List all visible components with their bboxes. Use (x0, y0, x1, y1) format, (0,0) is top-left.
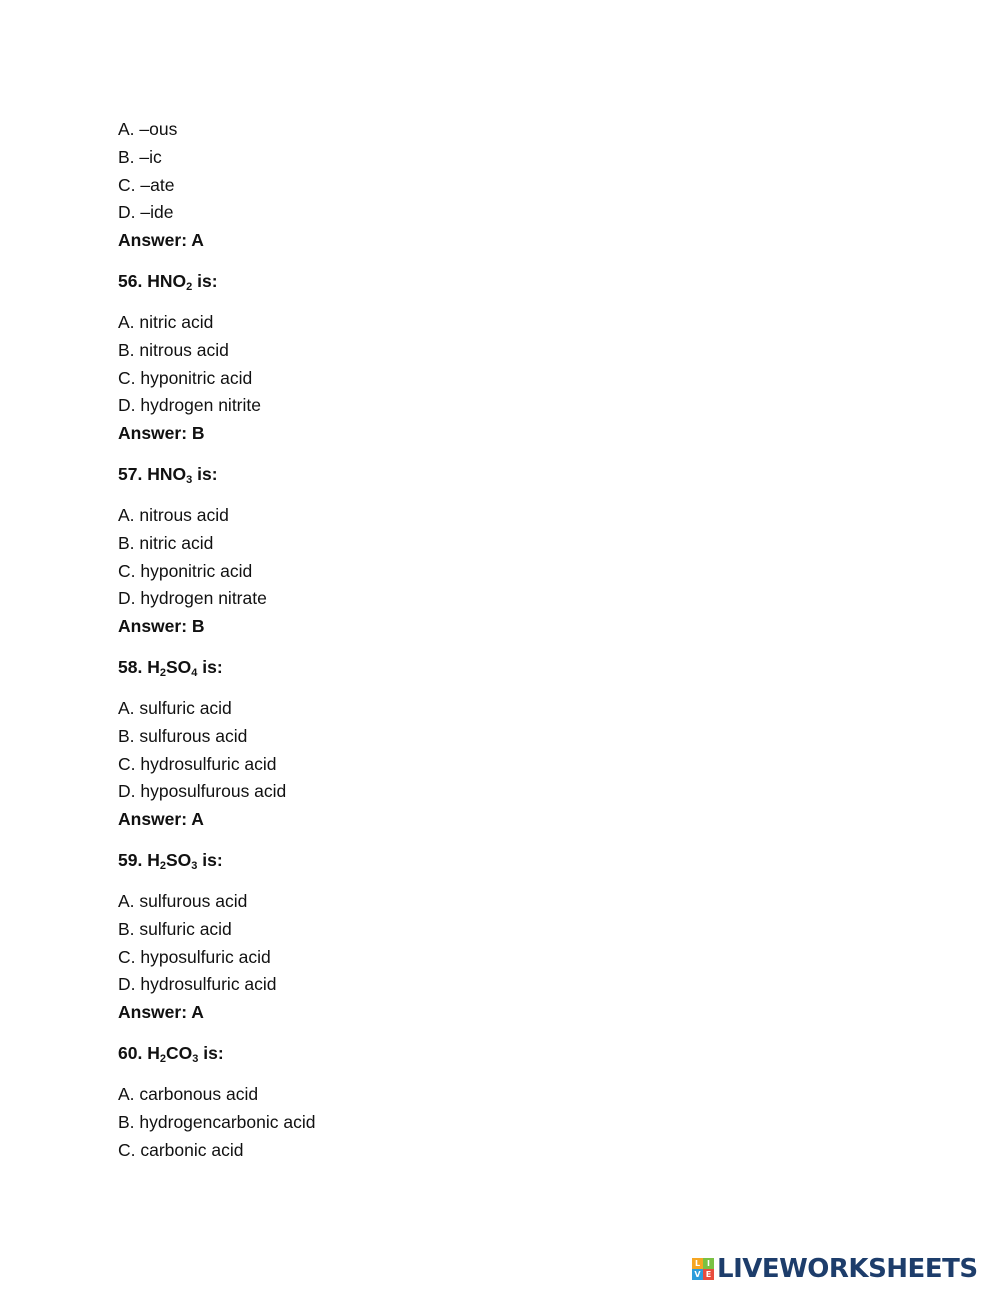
answer-line: Answer: B (118, 616, 205, 637)
question-suffix: is: (202, 656, 223, 677)
formula-element: H (147, 656, 160, 677)
question-block (118, 847, 898, 1027)
liveworksheets-logo (692, 1254, 978, 1284)
logo-text: LIVEWORKSHEETS (717, 1254, 978, 1284)
worksheet-page (118, 116, 898, 1164)
option-d: D. hydrogen nitrate (118, 588, 267, 609)
question-heading (118, 1040, 898, 1067)
formula-element: HNO (147, 270, 187, 291)
question-suffix: is: (197, 463, 218, 484)
question-number: 60. (118, 1042, 143, 1063)
chemical-formula (147, 850, 197, 870)
option-d: D. hydrogen nitrite (118, 395, 261, 416)
question-suffix: is: (197, 270, 218, 291)
chemical-formula (147, 464, 192, 484)
option-b: B. nitrous acid (118, 339, 229, 360)
chemical-formula (147, 657, 197, 677)
question-block (118, 461, 898, 641)
option-a: A. carbonous acid (118, 1083, 259, 1104)
question-block (118, 268, 898, 448)
option-c: C. hyponitric acid (118, 560, 253, 581)
formula-subscript: 4 (191, 666, 198, 679)
answer-line: Answer: A (118, 230, 204, 251)
option-b: B. sulfuric acid (118, 918, 232, 939)
question-number: 57. (118, 463, 143, 484)
question-heading (118, 654, 898, 681)
formula-element: H (147, 849, 160, 870)
formula-subscript: 2 (159, 666, 166, 679)
question-heading (118, 268, 898, 295)
formula-element: SO (165, 849, 192, 870)
formula-subscript: 2 (159, 859, 166, 872)
option-c: C. carbonic acid (118, 1139, 244, 1160)
formula-subscript: 2 (186, 280, 193, 293)
formula-subscript: 3 (191, 859, 198, 872)
option-b: B. sulfurous acid (118, 725, 248, 746)
option-d: D. –ide (118, 202, 174, 223)
option-c: C. hydrosulfuric acid (118, 753, 277, 774)
logo-mark-icon (692, 1258, 714, 1280)
answer-line: Answer: A (118, 1002, 204, 1023)
option-c: C. hyposulfuric acid (118, 946, 271, 967)
formula-element: CO (165, 1042, 193, 1063)
option-d: D. hydrosulfuric acid (118, 974, 277, 995)
option-c: C. –ate (118, 174, 175, 195)
formula-element: HNO (147, 463, 187, 484)
chemical-formula (147, 1043, 198, 1063)
formula-element: H (147, 1042, 160, 1063)
option-a: A. –ous (118, 119, 178, 139)
question-suffix: is: (203, 1042, 224, 1063)
logo-mark-tile: I (703, 1258, 714, 1269)
option-a: A. sulfuric acid (118, 697, 232, 718)
logo-mark-tile: E (703, 1269, 714, 1280)
question-number: 56. (118, 270, 143, 291)
option-b: B. hydrogencarbonic acid (118, 1111, 316, 1132)
option-a: A. nitrous acid (118, 504, 229, 525)
formula-subscript: 3 (186, 473, 193, 486)
option-b: B. –ic (118, 146, 162, 167)
formula-subscript: 3 (192, 1052, 199, 1065)
question-block (118, 1040, 898, 1164)
option-b: B. nitric acid (118, 532, 214, 553)
option-d: D. hyposulfurous acid (118, 781, 287, 802)
question-number: 58. (118, 656, 143, 677)
formula-element: SO (165, 656, 192, 677)
formula-subscript: 2 (159, 1052, 166, 1065)
question-list (118, 268, 898, 1164)
question-55-continuation (118, 116, 898, 255)
option-c: C. hyponitric acid (118, 367, 253, 388)
logo-mark-tile: L (692, 1258, 703, 1269)
answer-line: Answer: A (118, 809, 204, 830)
question-suffix: is: (202, 849, 223, 870)
chemical-formula (147, 271, 192, 291)
option-a: A. sulfurous acid (118, 890, 248, 911)
question-heading (118, 461, 898, 488)
question-number: 59. (118, 849, 143, 870)
option-a: A. nitric acid (118, 311, 214, 332)
answer-line: Answer: B (118, 423, 205, 444)
logo-mark-tile: V (692, 1269, 703, 1280)
question-heading (118, 847, 898, 874)
question-block (118, 654, 898, 834)
